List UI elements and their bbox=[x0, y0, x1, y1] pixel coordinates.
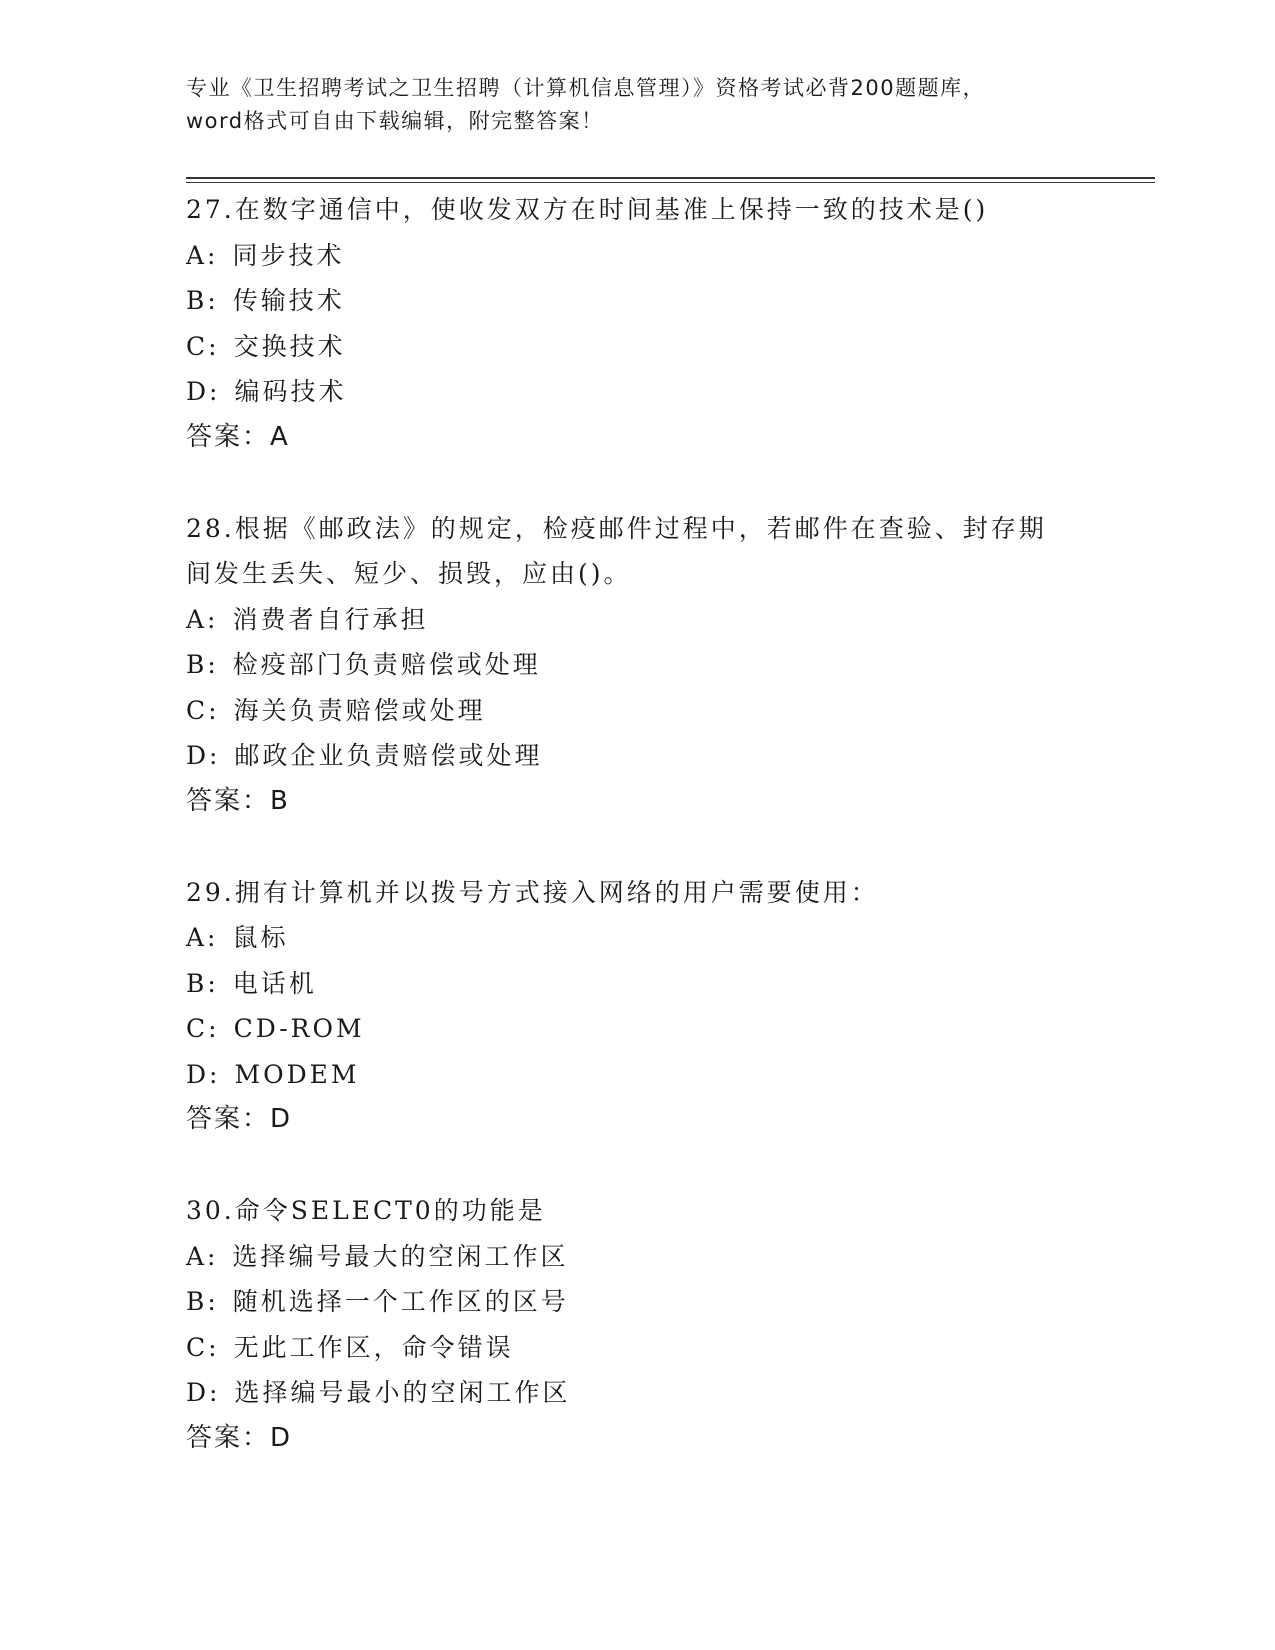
answer-line: 答案：D bbox=[186, 1104, 293, 1134]
question-stem: 28.根据《邮政法》的规定，检疫邮件过程中，若邮件在查验、封存期 bbox=[186, 513, 1047, 543]
option-text: MODEM bbox=[234, 1059, 360, 1089]
option-text: 随机选择一个工作区的区号 bbox=[232, 1287, 569, 1316]
answer-line: 答案：B bbox=[186, 785, 290, 816]
header-line-2: word格式可自由下载编辑，附完整答案！ bbox=[186, 109, 604, 133]
document-header bbox=[186, 72, 1086, 138]
option-letter: B: bbox=[186, 968, 219, 998]
option-text: 同步技术 bbox=[232, 240, 345, 270]
option-c bbox=[186, 1325, 1146, 1371]
option-letter: D: bbox=[186, 377, 221, 406]
option-text: 传输技术 bbox=[232, 286, 345, 315]
option-letter: C: bbox=[186, 1332, 220, 1362]
option-letter: A: bbox=[186, 604, 219, 634]
option-letter: B: bbox=[186, 286, 219, 315]
option-a bbox=[186, 1234, 1146, 1280]
question-29 bbox=[186, 870, 1146, 1143]
option-text: 消费者自行承担 bbox=[232, 604, 429, 634]
option-text: CD-ROM bbox=[233, 1014, 365, 1043]
answer-line: 答案：A bbox=[186, 421, 290, 452]
question-27 bbox=[186, 187, 1146, 460]
header-divider-thin bbox=[186, 182, 1155, 183]
option-text: 检疫部门负责赔偿或处理 bbox=[232, 650, 541, 679]
option-d bbox=[186, 369, 1146, 415]
option-letter: D: bbox=[186, 1378, 221, 1407]
option-text: 无此工作区，命令错误 bbox=[233, 1332, 514, 1362]
option-a bbox=[186, 233, 1146, 279]
option-c bbox=[186, 1006, 1146, 1052]
option-letter: A: bbox=[186, 240, 219, 270]
option-c bbox=[186, 324, 1146, 370]
option-a bbox=[186, 597, 1146, 643]
option-text: 电话机 bbox=[232, 968, 317, 998]
option-c bbox=[186, 688, 1146, 734]
option-letter: A: bbox=[186, 923, 219, 952]
option-b bbox=[186, 278, 1146, 324]
question-28 bbox=[186, 506, 1146, 825]
option-text: 交换技术 bbox=[233, 331, 346, 361]
option-letter: D: bbox=[186, 1059, 221, 1089]
header-line-1: 专业《卫生招聘考试之卫生招聘（计算机信息管理）》资格考试必背200题题库， bbox=[186, 76, 986, 100]
option-text: 鼠标 bbox=[232, 923, 289, 952]
option-letter: A: bbox=[186, 1241, 219, 1271]
question-stem: 27.在数字通信中，使收发双方在时间基准上保持一致的技术是() bbox=[186, 195, 989, 224]
option-b bbox=[186, 961, 1146, 1007]
option-b bbox=[186, 642, 1146, 688]
option-text: 编码技术 bbox=[234, 377, 347, 406]
option-letter: D: bbox=[186, 741, 221, 770]
option-d bbox=[186, 733, 1146, 779]
option-d bbox=[186, 1052, 1146, 1098]
option-letter: B: bbox=[186, 650, 219, 679]
question-stem: 30.命令SELECT0的功能是 bbox=[186, 1196, 546, 1225]
option-letter: B: bbox=[186, 1287, 219, 1316]
option-text: 选择编号最小的空闲工作区 bbox=[234, 1378, 571, 1407]
option-a bbox=[186, 915, 1146, 961]
option-d bbox=[186, 1370, 1146, 1416]
question-list bbox=[186, 187, 1146, 1461]
option-letter: C: bbox=[186, 1014, 220, 1043]
option-b bbox=[186, 1279, 1146, 1325]
question-stem: 29.拥有计算机并以拨号方式接入网络的用户需要使用： bbox=[186, 877, 879, 907]
option-letter: C: bbox=[186, 695, 220, 725]
option-text: 选择编号最大的空闲工作区 bbox=[232, 1241, 569, 1271]
question-30 bbox=[186, 1188, 1146, 1461]
answer-line: 答案：D bbox=[186, 1422, 293, 1453]
option-letter: C: bbox=[186, 331, 220, 361]
header-divider-thick bbox=[186, 177, 1155, 179]
option-text: 邮政企业负责赔偿或处理 bbox=[234, 741, 543, 770]
option-text: 海关负责赔偿或处理 bbox=[233, 695, 486, 725]
question-stem-continued: 间发生丢失、短少、损毁，应由()。 bbox=[186, 559, 632, 588]
